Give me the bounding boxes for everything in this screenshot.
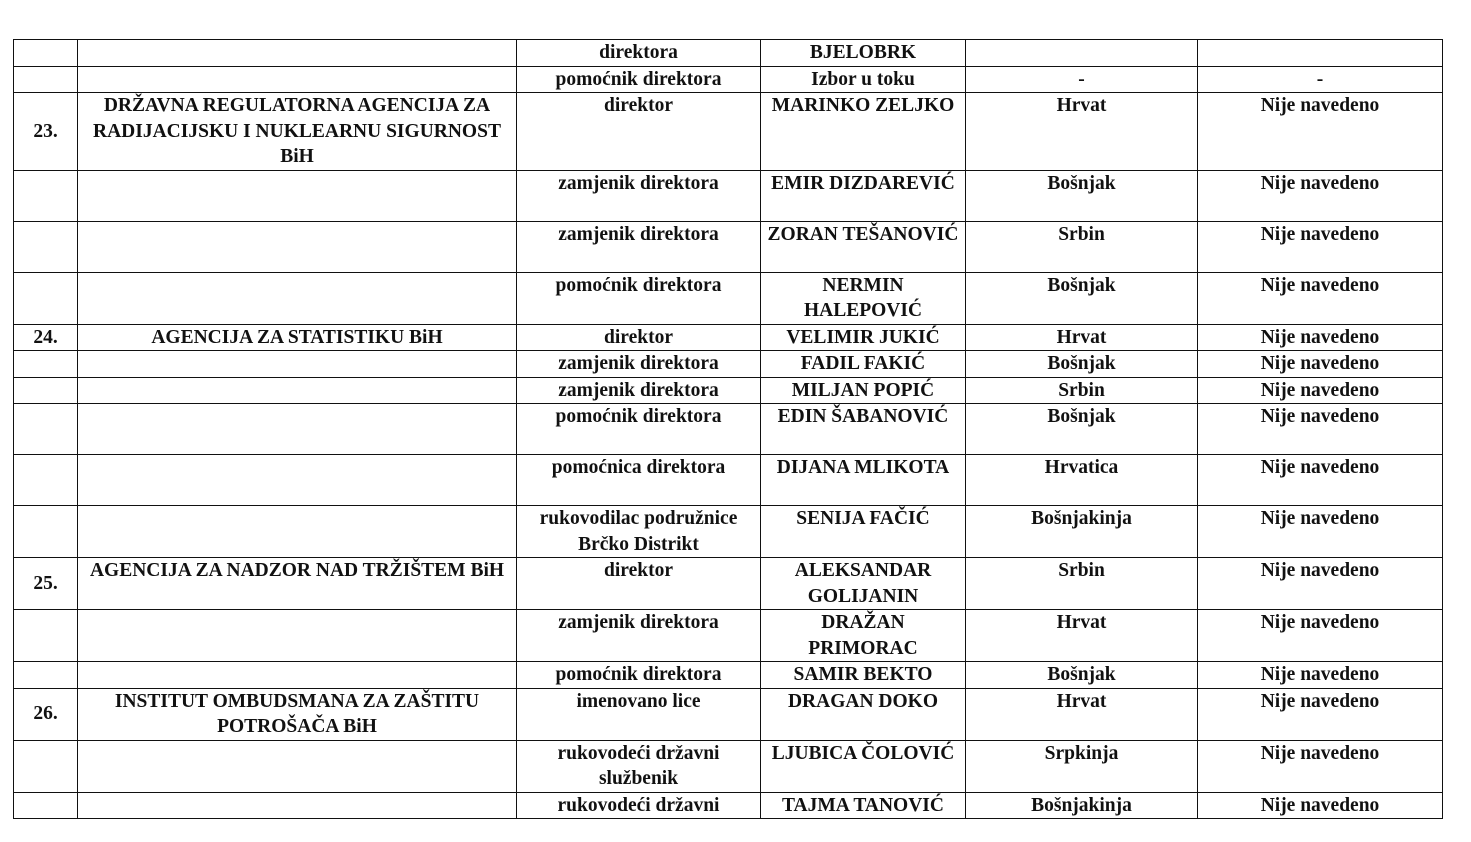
position-title: pomoćnik direktora — [517, 662, 761, 689]
position-title: rukovodeći državni — [517, 792, 761, 819]
position-title: zamjenik direktora — [517, 170, 761, 221]
table-row — [14, 455, 1443, 506]
nationality: Srbin — [966, 377, 1198, 404]
table-row — [14, 740, 1443, 792]
institution-name — [78, 221, 517, 272]
note: Nije navedeno — [1198, 455, 1443, 506]
position-title: imenovano lice — [517, 688, 761, 740]
row-number — [14, 40, 78, 67]
nationality: Hrvat — [966, 324, 1198, 351]
institution-name — [78, 740, 517, 792]
table-row — [14, 40, 1443, 67]
table-row — [14, 170, 1443, 221]
position-title: zamjenik direktora — [517, 351, 761, 378]
official-name: DIJANA MLIKOTA — [761, 455, 966, 506]
row-number — [14, 455, 78, 506]
position-title: pomoćnik direktora — [517, 66, 761, 93]
position-title: rukovodeći državni službenik — [517, 740, 761, 792]
institution-name: AGENCIJA ZA NADZOR NAD TRŽIŠTEM BiH — [78, 558, 517, 610]
note: Nije navedeno — [1198, 93, 1443, 171]
official-name: Izbor u toku — [761, 66, 966, 93]
nationality: Bošnjak — [966, 272, 1198, 324]
institution-name — [78, 377, 517, 404]
row-number — [14, 351, 78, 378]
position-title: direktor — [517, 93, 761, 171]
nationality: Bošnjak — [966, 351, 1198, 378]
table-row — [14, 558, 1443, 610]
table-row — [14, 662, 1443, 689]
table-row — [14, 93, 1443, 171]
position-title: direktora — [517, 40, 761, 67]
nationality: Bošnjakinja — [966, 506, 1198, 558]
table-row — [14, 404, 1443, 455]
note: - — [1198, 66, 1443, 93]
position-title: pomoćnik direktora — [517, 404, 761, 455]
row-number — [14, 404, 78, 455]
row-number — [14, 610, 78, 662]
institution-name — [78, 272, 517, 324]
official-name: NERMIN HALEPOVIĆ — [761, 272, 966, 324]
official-name: DRAŽAN PRIMORAC — [761, 610, 966, 662]
institution-name: AGENCIJA ZA STATISTIKU BiH — [78, 324, 517, 351]
official-name: MARINKO ZELJKO — [761, 93, 966, 171]
note: Nije navedeno — [1198, 558, 1443, 610]
row-number: 26. — [14, 688, 78, 740]
row-number: 23. — [14, 93, 78, 171]
row-number: 24. — [14, 324, 78, 351]
position-title: rukovodilac podružnice Brčko Distrikt — [517, 506, 761, 558]
nationality: Hrvatica — [966, 455, 1198, 506]
institution-name: INSTITUT OMBUDSMANA ZA ZAŠTITU POTROŠAČA BiH — [78, 688, 517, 740]
official-name: LJUBICA ČOLOVIĆ — [761, 740, 966, 792]
official-name: VELIMIR JUKIĆ — [761, 324, 966, 351]
position-title: zamjenik direktora — [517, 610, 761, 662]
table-row — [14, 610, 1443, 662]
position-title: zamjenik direktora — [517, 377, 761, 404]
table-row — [14, 272, 1443, 324]
table-row — [14, 351, 1443, 378]
position-title: direktor — [517, 558, 761, 610]
position-title: zamjenik direktora — [517, 221, 761, 272]
note: Nije navedeno — [1198, 610, 1443, 662]
table-row — [14, 506, 1443, 558]
official-name: SENIJA FAČIĆ — [761, 506, 966, 558]
table-row — [14, 221, 1443, 272]
official-name: FADIL FAKIĆ — [761, 351, 966, 378]
table-row — [14, 324, 1443, 351]
table-row — [14, 688, 1443, 740]
official-name: ALEKSANDAR GOLIJANIN — [761, 558, 966, 610]
official-name: ZORAN TEŠANOVIĆ — [761, 221, 966, 272]
institution-name — [78, 66, 517, 93]
row-number — [14, 66, 78, 93]
official-name: DRAGAN DOKO — [761, 688, 966, 740]
nationality: Srbin — [966, 221, 1198, 272]
official-name: EDIN ŠABANOVIĆ — [761, 404, 966, 455]
position-title: pomoćnica direktora — [517, 455, 761, 506]
institution-name — [78, 404, 517, 455]
table-row — [14, 377, 1443, 404]
row-number — [14, 377, 78, 404]
row-number — [14, 792, 78, 819]
institution-name — [78, 662, 517, 689]
institution-name — [78, 40, 517, 67]
note: Nije navedeno — [1198, 740, 1443, 792]
institution-name — [78, 792, 517, 819]
official-name: MILJAN POPIĆ — [761, 377, 966, 404]
officials-table — [13, 39, 1443, 819]
institution-name — [78, 506, 517, 558]
note — [1198, 40, 1443, 67]
institution-name: DRŽAVNA REGULATORNA AGENCIJA ZA RADIJACIJSKU I NUKLEARNU SIGURNOST BiH — [78, 93, 517, 171]
row-number — [14, 221, 78, 272]
nationality: Bošnjak — [966, 662, 1198, 689]
nationality: Hrvat — [966, 610, 1198, 662]
nationality: Bošnjakinja — [966, 792, 1198, 819]
table-row — [14, 792, 1443, 819]
official-name: SAMIR BEKTO — [761, 662, 966, 689]
nationality: Hrvat — [966, 688, 1198, 740]
note: Nije navedeno — [1198, 272, 1443, 324]
note: Nije navedeno — [1198, 792, 1443, 819]
row-number — [14, 506, 78, 558]
institution-name — [78, 351, 517, 378]
note: Nije navedeno — [1198, 662, 1443, 689]
nationality: Bošnjak — [966, 170, 1198, 221]
note: Nije navedeno — [1198, 324, 1443, 351]
institution-name — [78, 610, 517, 662]
row-number: 25. — [14, 558, 78, 610]
official-name: TAJMA TANOVIĆ — [761, 792, 966, 819]
institution-name — [78, 455, 517, 506]
nationality — [966, 40, 1198, 67]
institution-name — [78, 170, 517, 221]
nationality: Hrvat — [966, 93, 1198, 171]
position-title: pomoćnik direktora — [517, 272, 761, 324]
official-name: EMIR DIZDAREVIĆ — [761, 170, 966, 221]
note: Nije navedeno — [1198, 377, 1443, 404]
row-number — [14, 170, 78, 221]
note: Nije navedeno — [1198, 506, 1443, 558]
note: Nije navedeno — [1198, 221, 1443, 272]
row-number — [14, 662, 78, 689]
row-number — [14, 272, 78, 324]
note: Nije navedeno — [1198, 688, 1443, 740]
nationality: - — [966, 66, 1198, 93]
nationality: Bošnjak — [966, 404, 1198, 455]
note: Nije navedeno — [1198, 351, 1443, 378]
table-row — [14, 66, 1443, 93]
official-name: BJELOBRK — [761, 40, 966, 67]
row-number — [14, 740, 78, 792]
nationality: Srpkinja — [966, 740, 1198, 792]
note: Nije navedeno — [1198, 170, 1443, 221]
note: Nije navedeno — [1198, 404, 1443, 455]
position-title: direktor — [517, 324, 761, 351]
nationality: Srbin — [966, 558, 1198, 610]
